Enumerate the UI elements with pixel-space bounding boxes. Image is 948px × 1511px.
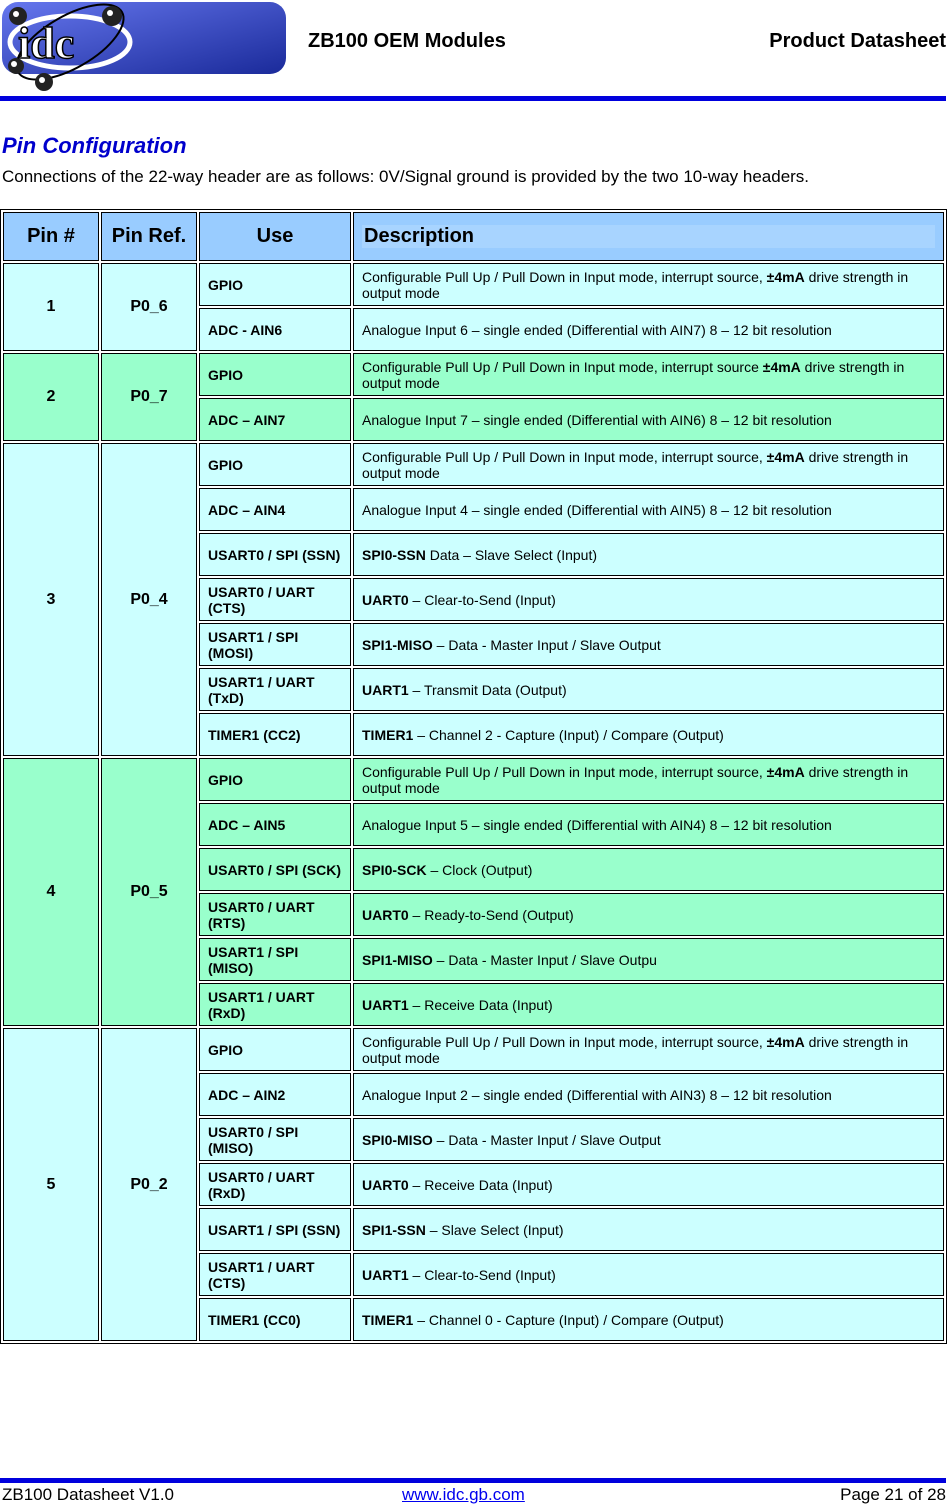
pin-description [353,713,944,756]
footer-rule [0,1478,946,1483]
pin-use: USART0 / UART (RTS) [199,893,351,936]
table-row [3,443,944,486]
description-text: Data – Slave Select (Input) [425,546,598,563]
pin-description [353,1208,944,1251]
pin-description [353,533,944,576]
pin-number: 4 [3,758,99,1026]
pin-description [353,398,944,441]
pin-description [353,443,944,486]
pin-use: USART1 / SPI (SSN) [199,1208,351,1251]
document-type: Product Datasheet [769,30,946,52]
footer-page-number: Page 21 of 28 [840,1485,946,1504]
pin-number: 3 [3,443,99,756]
pin-description [353,1073,944,1116]
pin-description [353,623,944,666]
pin-description [353,938,944,981]
header-description: Description [353,212,944,261]
pin-use: ADC – AIN7 [199,398,351,441]
description-text: – Transmit Data (Output) [408,681,567,698]
description-text: – Ready-to-Send (Output) [408,906,574,923]
description-text: Analogue Input 4 – single ended (Differential with AIN5) 8 – 12 bit resolution [362,501,832,518]
pin-table-body [3,263,944,1341]
pin-use: GPIO [199,758,351,801]
pin-ref: P0_4 [101,443,197,756]
pin-use: ADC - AIN6 [199,308,351,351]
signal-name: SPI1-MISO [362,636,433,653]
pin-use: USART1 / UART (CTS) [199,1253,351,1296]
pin-number: 2 [3,353,99,441]
pin-ref: P0_5 [101,758,197,1026]
pin-use: GPIO [199,353,351,396]
pin-use: USART0 / UART (CTS) [199,578,351,621]
pin-use: GPIO [199,1028,351,1071]
pin-use: USART0 / SPI (MISO) [199,1118,351,1161]
description-text: – Channel 2 - Capture (Input) / Compare (Output) [413,726,724,743]
header-pin: Pin # [3,212,99,261]
header-pin-ref: Pin Ref. [101,212,197,261]
pin-use: USART0 / UART (RxD) [199,1163,351,1206]
signal-name: UART0 [362,1176,409,1193]
header-use: Use [199,212,351,261]
pin-description [353,1028,944,1071]
table-row [3,758,944,801]
footer-version: ZB100 Datasheet V1.0 [2,1485,175,1504]
description-text: – Clear-to-Send (Input) [408,591,556,608]
svg-text:idc: idc [18,19,75,68]
description-text: – Clear-to-Send (Input) [408,1266,556,1283]
pin-configuration-table [0,209,947,1344]
pin-use: ADC – AIN4 [199,488,351,531]
pin-number: 1 [3,263,99,351]
pin-use: USART0 / SPI (SSN) [199,533,351,576]
pin-use: GPIO [199,443,351,486]
header-rule [0,96,946,101]
pin-description [353,893,944,936]
pin-use: USART1 / SPI (MOSI) [199,623,351,666]
pin-description [353,488,944,531]
description-text: Configurable Pull Up / Pull Down in Input mode, interrupt source, ±4mA drive strength in output mode [362,448,909,481]
pin-description [353,263,944,306]
signal-name: SPI1-SSN [362,1221,426,1238]
description-text: Analogue Input 5 – single ended (Differential with AIN4) 8 – 12 bit resolution [362,816,832,833]
signal-name: TIMER1 [362,726,414,743]
description-text: Analogue Input 7 – single ended (Differential with AIN6) 8 – 12 bit resolution [362,411,832,428]
pin-use: ADC – AIN5 [199,803,351,846]
description-text: Configurable Pull Up / Pull Down in Input mode, interrupt source, ±4mA drive strength in output mode [362,268,909,301]
signal-name: SPI0-MISO [362,1131,433,1148]
pin-use: USART1 / UART (TxD) [199,668,351,711]
pin-use: ADC – AIN2 [199,1073,351,1116]
pin-description [353,803,944,846]
pin-ref: P0_2 [101,1028,197,1341]
description-text: Configurable Pull Up / Pull Down in Input mode, interrupt source, ±4mA drive strength in output mode [362,763,909,796]
pin-description [353,1253,944,1296]
pin-description [353,1298,944,1341]
pin-use: USART0 / SPI (SCK) [199,848,351,891]
pin-number: 5 [3,1028,99,1341]
description-text: – Data - Master Input / Slave Output [432,1131,661,1148]
signal-name: SPI0-SSN [362,546,426,563]
pin-use: USART1 / SPI (MISO) [199,938,351,981]
pin-description [353,1163,944,1206]
document-title: ZB100 OEM Modules [308,30,506,52]
pin-description [353,353,944,396]
description-text: Analogue Input 6 – single ended (Differential with AIN7) 8 – 12 bit resolution [362,321,832,338]
signal-name: TIMER1 [362,1311,414,1328]
description-text: – Receive Data (Input) [408,1176,553,1193]
description-text: Configurable Pull Up / Pull Down in Input mode, interrupt source, ±4mA drive strength in output mode [362,1033,909,1066]
signal-name: UART0 [362,591,409,608]
signal-name: UART0 [362,906,409,923]
description-text: – Receive Data (Input) [408,996,553,1013]
pin-use: USART1 / UART (RxD) [199,983,351,1026]
signal-name: SPI1-MISO [362,951,433,968]
pin-ref: P0_7 [101,353,197,441]
description-text: Configurable Pull Up / Pull Down in Input mode, interrupt source ±4mA drive strength in output mode [362,358,905,391]
signal-name: UART1 [362,681,409,698]
section-intro: Connections of the 22-way header are as follows: 0V/Signal ground is provided by the two 10-way headers. [2,167,810,186]
section-title: Pin Configuration [2,133,187,158]
description-text: – Slave Select (Input) [425,1221,564,1238]
pin-description [353,668,944,711]
description-text: – Channel 0 - Capture (Input) / Compare (Output) [413,1311,724,1328]
footer-website-link[interactable]: www.idc.gb.com [402,1485,525,1504]
pin-description [353,758,944,801]
pin-use: TIMER1 (CC2) [199,713,351,756]
pin-description [353,1118,944,1161]
pin-description [353,848,944,891]
description-text: Analogue Input 2 – single ended (Differential with AIN3) 8 – 12 bit resolution [362,1086,832,1103]
pin-use: GPIO [199,263,351,306]
description-text: – Data - Master Input / Slave Outpu [432,951,657,968]
company-logo [0,0,290,92]
table-row [3,1028,944,1071]
signal-name: SPI0-SCK [362,861,427,878]
pin-ref: P0_6 [101,263,197,351]
pin-description [353,983,944,1026]
table-row [3,263,944,306]
description-text: – Clock (Output) [426,861,533,878]
pin-description [353,308,944,351]
pin-use: TIMER1 (CC0) [199,1298,351,1341]
signal-name: UART1 [362,1266,409,1283]
signal-name: UART1 [362,996,409,1013]
pin-description [353,578,944,621]
description-text: – Data - Master Input / Slave Output [432,636,661,653]
table-row [3,353,944,396]
